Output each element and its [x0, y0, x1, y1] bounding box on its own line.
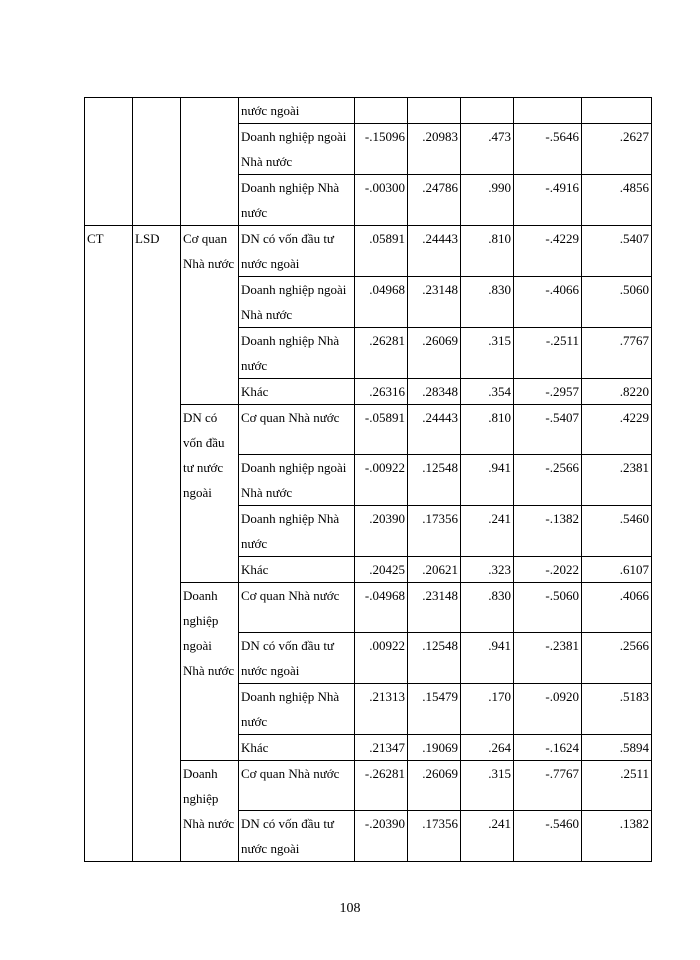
mean-difference-cell: .04968 — [355, 277, 408, 328]
upper-bound-cell: .1382 — [582, 811, 652, 862]
multiple-comparisons-table — [84, 97, 652, 862]
group-j-cell: Doanh nghiệp Nhà nước — [239, 328, 355, 379]
mean-difference-cell: -.04968 — [355, 583, 408, 633]
upper-bound-cell: .5183 — [582, 684, 652, 735]
significance-cell: .354 — [461, 379, 514, 405]
mean-difference-cell: -.20390 — [355, 811, 408, 862]
lower-bound-cell: -.1382 — [514, 506, 582, 557]
upper-bound-cell: .8220 — [582, 379, 652, 405]
mean-difference-cell: -.00300 — [355, 175, 408, 226]
mean-difference-cell: -.15096 — [355, 124, 408, 175]
significance-cell: .473 — [461, 124, 514, 175]
upper-bound-cell: .6107 — [582, 557, 652, 583]
group-j-cell: DN có vốn đầu tư nước ngoài — [239, 633, 355, 684]
lower-bound-cell: -.5060 — [514, 583, 582, 633]
table-body — [85, 98, 652, 862]
upper-bound-cell: .2381 — [582, 455, 652, 506]
std-error-cell: .24786 — [408, 175, 461, 226]
lower-bound-cell: -.5646 — [514, 124, 582, 175]
upper-bound-cell: .4229 — [582, 405, 652, 455]
mean-difference-cell: -.26281 — [355, 761, 408, 811]
group-j-cell: Cơ quan Nhà nước — [239, 405, 355, 455]
mean-difference-cell: -.00922 — [355, 455, 408, 506]
std-error-cell: .17356 — [408, 811, 461, 862]
group-j-cell: nước ngoài — [239, 98, 355, 124]
significance-cell: .941 — [461, 633, 514, 684]
std-error-cell — [408, 98, 461, 124]
significance-cell: .264 — [461, 735, 514, 761]
upper-bound-cell: .2627 — [582, 124, 652, 175]
group-i-cell: DN có vốn đầu tư nước ngoài — [181, 405, 239, 583]
significance-cell: .241 — [461, 506, 514, 557]
lower-bound-cell: -.2022 — [514, 557, 582, 583]
std-error-cell: .12548 — [408, 455, 461, 506]
lower-bound-cell: -.5407 — [514, 405, 582, 455]
upper-bound-cell: .2566 — [582, 633, 652, 684]
mean-difference-cell: -.05891 — [355, 405, 408, 455]
lower-bound-cell: -.2381 — [514, 633, 582, 684]
std-error-cell: .23148 — [408, 277, 461, 328]
lower-bound-cell — [514, 98, 582, 124]
page-number: 108 — [339, 901, 361, 916]
group-i-cell — [181, 98, 239, 226]
group-j-cell: Khác — [239, 557, 355, 583]
lower-bound-cell: -.4916 — [514, 175, 582, 226]
std-error-cell: .28348 — [408, 379, 461, 405]
upper-bound-cell: .4066 — [582, 583, 652, 633]
std-error-cell: .24443 — [408, 405, 461, 455]
group-j-cell: Cơ quan Nhà nước — [239, 761, 355, 811]
mean-difference-cell: .20390 — [355, 506, 408, 557]
table-row — [85, 226, 652, 277]
significance-cell: .941 — [461, 455, 514, 506]
upper-bound-cell: .5060 — [582, 277, 652, 328]
lower-bound-cell: -.1624 — [514, 735, 582, 761]
significance-cell — [461, 98, 514, 124]
group-j-cell: Doanh nghiệp ngoài Nhà nước — [239, 277, 355, 328]
mean-difference-cell: .05891 — [355, 226, 408, 277]
group-j-cell: Doanh nghiệp ngoài Nhà nước — [239, 124, 355, 175]
significance-cell: .810 — [461, 226, 514, 277]
group-j-cell: Doanh nghiệp Nhà nước — [239, 506, 355, 557]
std-error-cell: .26069 — [408, 761, 461, 811]
upper-bound-cell — [582, 98, 652, 124]
std-error-cell: .19069 — [408, 735, 461, 761]
lower-bound-cell: -.4066 — [514, 277, 582, 328]
mean-difference-cell: .26281 — [355, 328, 408, 379]
group-j-cell: Khác — [239, 735, 355, 761]
method-cell — [133, 98, 181, 226]
mean-difference-cell — [355, 98, 408, 124]
lower-bound-cell: -.2566 — [514, 455, 582, 506]
std-error-cell: .26069 — [408, 328, 461, 379]
significance-cell: .990 — [461, 175, 514, 226]
table-row — [85, 98, 652, 124]
std-error-cell: .17356 — [408, 506, 461, 557]
std-error-cell: .15479 — [408, 684, 461, 735]
significance-cell: .323 — [461, 557, 514, 583]
group-j-cell: DN có vốn đầu tư nước ngoài — [239, 226, 355, 277]
method-cell: LSD — [133, 226, 181, 862]
significance-cell: .830 — [461, 583, 514, 633]
significance-cell: .241 — [461, 811, 514, 862]
upper-bound-cell: .5407 — [582, 226, 652, 277]
mean-difference-cell: .00922 — [355, 633, 408, 684]
mean-difference-cell: .21347 — [355, 735, 408, 761]
std-error-cell: .23148 — [408, 583, 461, 633]
group-i-cell: Doanh nghiệp Nhà nước — [181, 761, 239, 862]
group-i-cell: Cơ quan Nhà nước — [181, 226, 239, 405]
upper-bound-cell: .7767 — [582, 328, 652, 379]
dependent-variable-cell — [85, 98, 133, 226]
std-error-cell: .24443 — [408, 226, 461, 277]
mean-difference-cell: .20425 — [355, 557, 408, 583]
significance-cell: .170 — [461, 684, 514, 735]
mean-difference-cell: .26316 — [355, 379, 408, 405]
dependent-variable-cell: CT — [85, 226, 133, 862]
std-error-cell: .20983 — [408, 124, 461, 175]
upper-bound-cell: .5460 — [582, 506, 652, 557]
lower-bound-cell: -.5460 — [514, 811, 582, 862]
group-j-cell: DN có vốn đầu tư nước ngoài — [239, 811, 355, 862]
significance-cell: .315 — [461, 761, 514, 811]
group-j-cell: Khác — [239, 379, 355, 405]
group-j-cell: Doanh nghiệp Nhà nước — [239, 684, 355, 735]
group-j-cell: Doanh nghiệp Nhà nước — [239, 175, 355, 226]
mean-difference-cell: .21313 — [355, 684, 408, 735]
significance-cell: .810 — [461, 405, 514, 455]
group-j-cell: Cơ quan Nhà nước — [239, 583, 355, 633]
std-error-cell: .20621 — [408, 557, 461, 583]
lower-bound-cell: -.2957 — [514, 379, 582, 405]
lower-bound-cell: -.2511 — [514, 328, 582, 379]
lower-bound-cell: -.0920 — [514, 684, 582, 735]
group-j-cell: Doanh nghiệp ngoài Nhà nước — [239, 455, 355, 506]
upper-bound-cell: .4856 — [582, 175, 652, 226]
lower-bound-cell: -.7767 — [514, 761, 582, 811]
upper-bound-cell: .5894 — [582, 735, 652, 761]
group-i-cell: Doanh nghiệp ngoài Nhà nước — [181, 583, 239, 761]
lower-bound-cell: -.4229 — [514, 226, 582, 277]
upper-bound-cell: .2511 — [582, 761, 652, 811]
std-error-cell: .12548 — [408, 633, 461, 684]
significance-cell: .830 — [461, 277, 514, 328]
significance-cell: .315 — [461, 328, 514, 379]
